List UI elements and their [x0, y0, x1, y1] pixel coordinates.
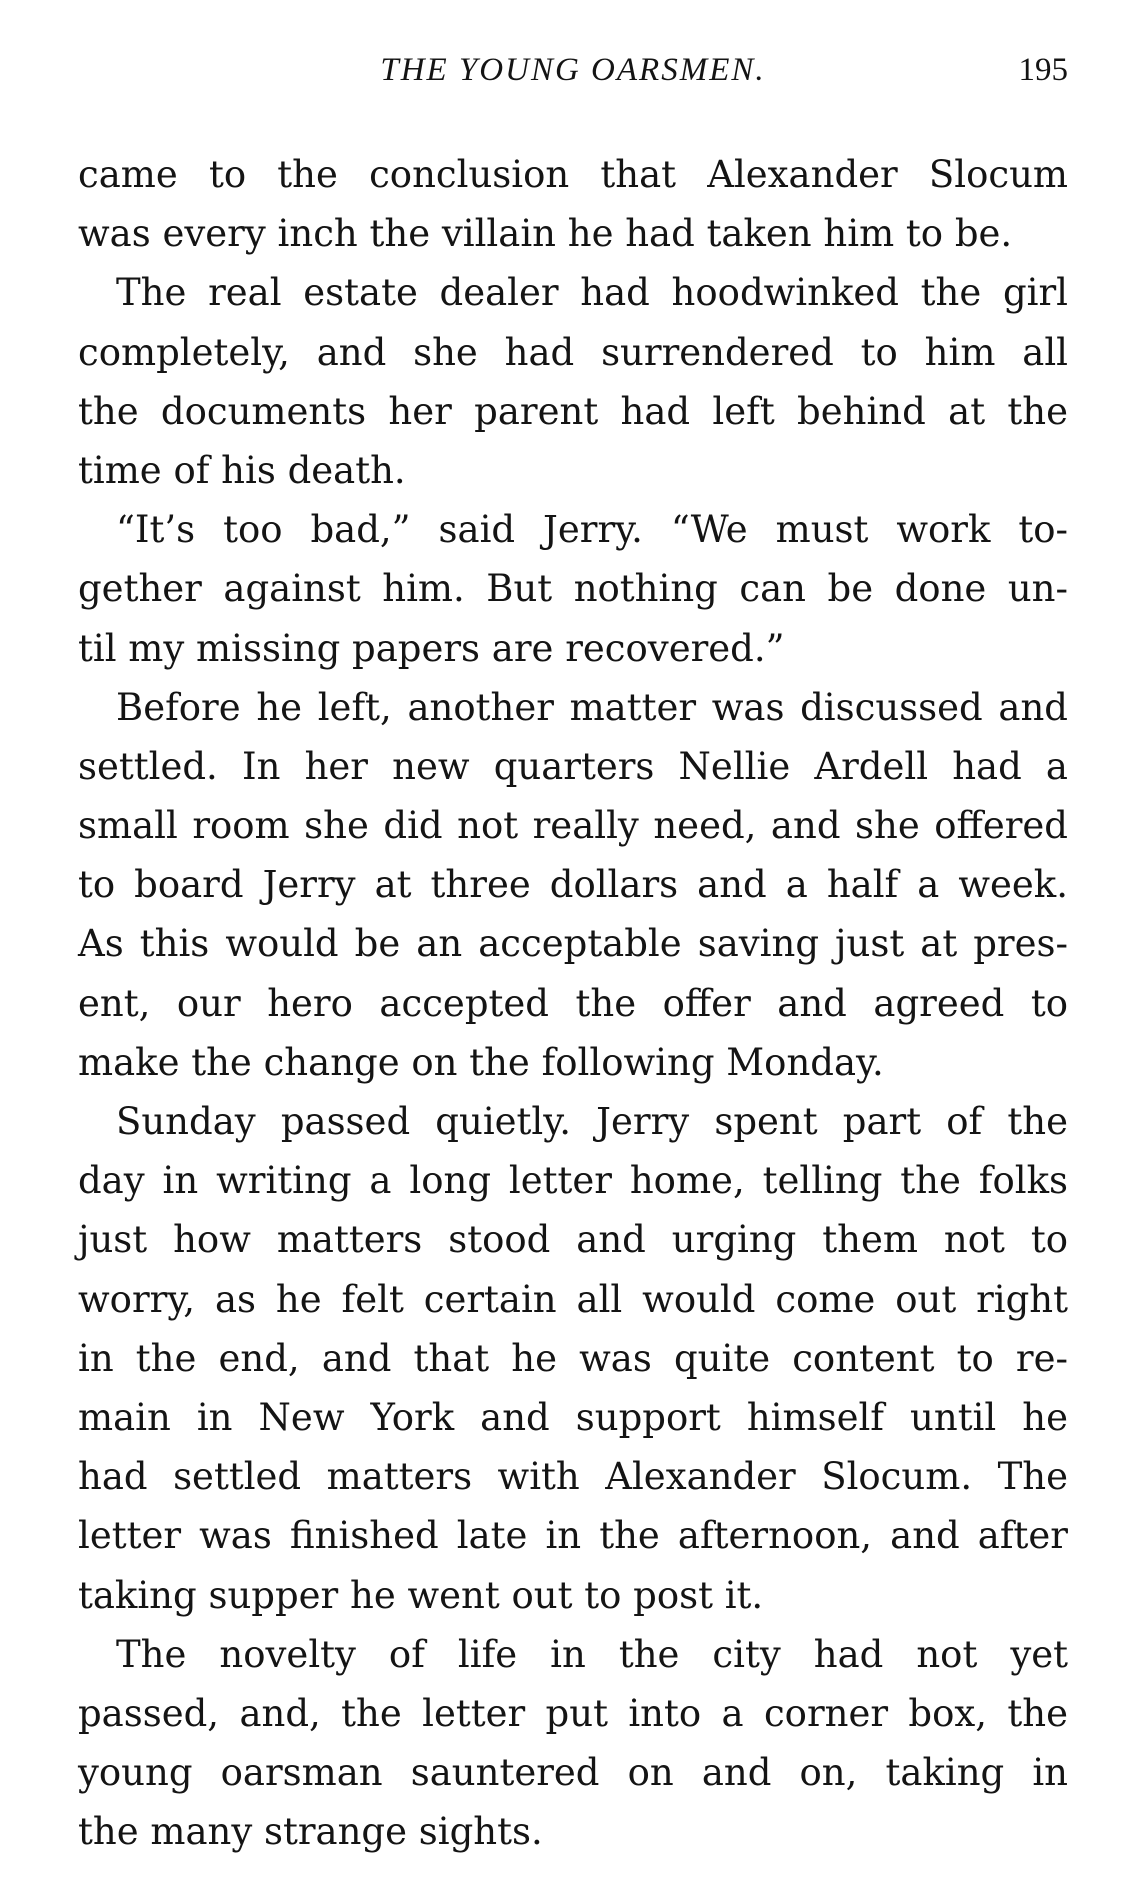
text-line: day in writing a long letter home, telling the folks [78, 1159, 1068, 1203]
text-line: letter was finished late in the afternoon, and after [78, 1514, 1068, 1558]
running-title: THE YOUNG OARSMEN. [380, 52, 766, 88]
text-line: The novelty of life in the city had not yet [116, 1632, 1068, 1676]
text-line: “It’s too bad,” said Jerry. “We must work to- [116, 508, 1068, 552]
text-line: taking supper he went out to post it. [78, 1573, 764, 1617]
text-line: main in New York and support himself until he [78, 1395, 1068, 1439]
text-line: settled. In her new quarters Nellie Ardell had a [78, 744, 1068, 788]
text-line: The real estate dealer had hoodwinked the girl [116, 271, 1068, 315]
text-line: had settled matters with Alexander Slocum. The [78, 1455, 1068, 1499]
text-line: small room she did not really need, and she offered [78, 804, 1068, 848]
page-number: 195 [1018, 52, 1068, 88]
text-line: ent, our hero accepted the offer and agreed to [78, 981, 1068, 1025]
text-line: make the change on the following Monday. [78, 1040, 884, 1084]
text-line: completely, and she had surrendered to him all [78, 330, 1068, 374]
text-line: passed, and, the letter put into a corner box, the [78, 1691, 1068, 1735]
text-line: Sunday passed quietly. Jerry spent part of the [116, 1100, 1068, 1143]
text-line: to board Jerry at three dollars and a half a week. [78, 863, 1068, 907]
text-line: came to the conclusion that Alexander Slocum [78, 153, 1068, 196]
text-line: time of his death. [78, 448, 406, 492]
text-line: til my missing papers are recovered.” [78, 626, 785, 670]
body-text [78, 145, 1068, 1861]
text-line: gether against him. But nothing can be done un- [78, 567, 1068, 611]
text-line: was every inch the villain he had taken him to be. [78, 212, 1013, 256]
text-line: worry, as he felt certain all would come out right [78, 1277, 1068, 1321]
text-line: As this would be an acceptable saving just at pres- [78, 922, 1068, 966]
running-head [78, 52, 1068, 102]
text-line: just how matters stood and urging them not to [78, 1218, 1068, 1262]
text-line: young oarsman sauntered on and on, taking in [78, 1751, 1068, 1795]
text-line: in the end, and that he was quite content to re- [78, 1336, 1068, 1380]
text-line: the many strange sights. [78, 1810, 543, 1854]
text-line: the documents her parent had left behind at the [78, 389, 1068, 433]
text-line: Before he left, another matter was discussed and [116, 685, 1068, 729]
